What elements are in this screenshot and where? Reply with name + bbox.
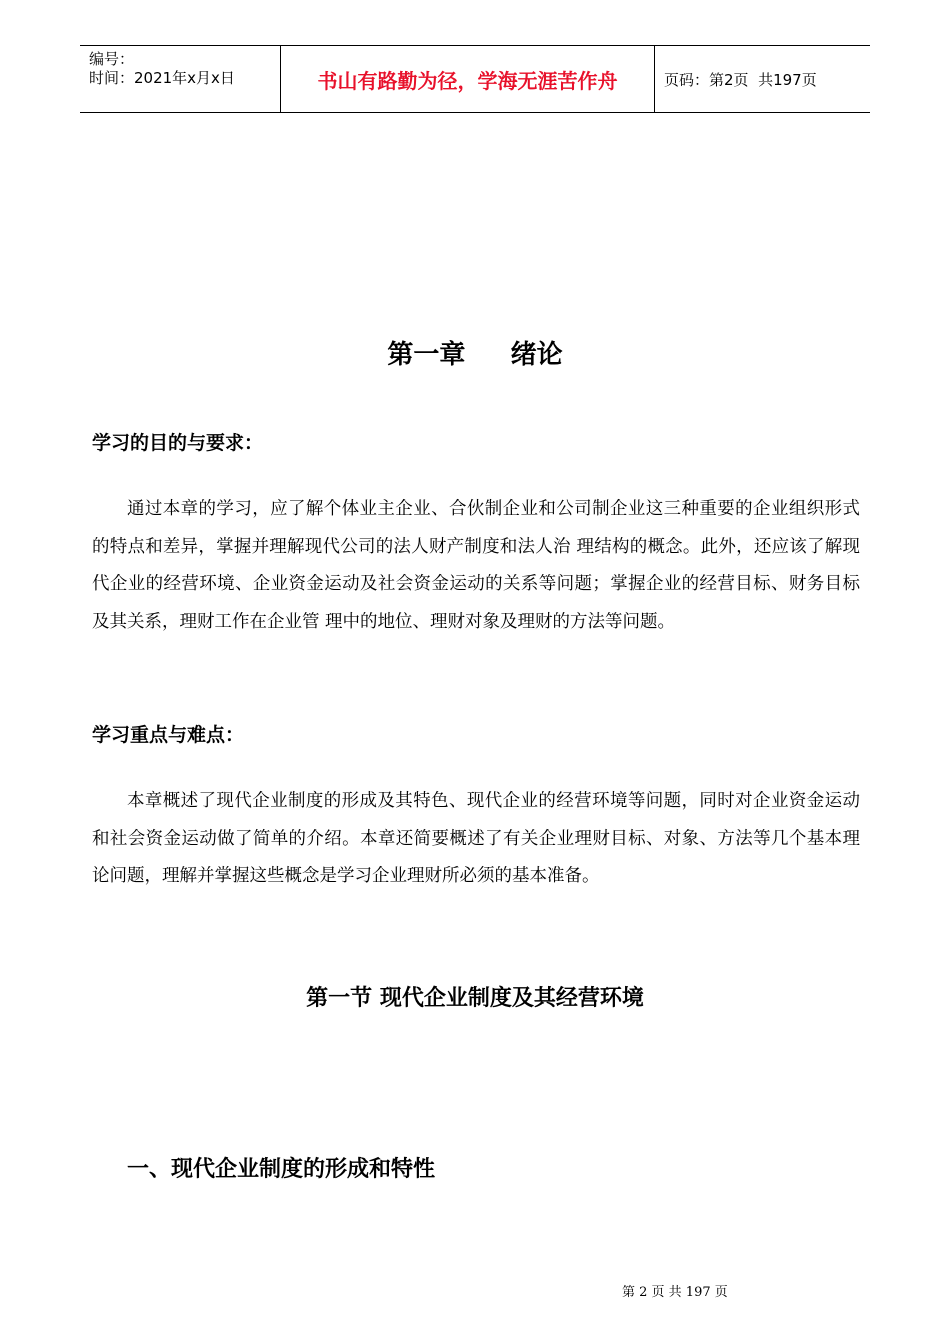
- page-header: [80, 45, 870, 113]
- document-number-label: 编号：: [89, 50, 135, 68]
- header-page-info: 页码：第2页 共197页: [664, 70, 817, 89]
- header-page-cell: [655, 46, 870, 112]
- page-footer: 第 2 页 共 197 页: [622, 1285, 728, 1300]
- header-meta-cell: [80, 46, 281, 112]
- header-motto-cell: [281, 46, 655, 112]
- key-points-heading: 学习重点与难点：: [92, 724, 245, 746]
- key-points-paragraph: 本章概述了现代企业制度的形成及其特色、现代企业的经营环境等问题，同时对企业资金运动和社会资金运动做了简单的介绍。本章还简要概述了有关企业理财目标、对象、方法等几个基本理论问题，理解并掌握这些概念是学习企业理财所必须的基本准备。: [92, 791, 860, 886]
- chapter-title: 第一章 绪论: [387, 340, 563, 370]
- study-goals-paragraph: 通过本章的学习，应了解个体业主企业、合伙制企业和公司制企业这三种重要的企业组织形式的特点和差异，掌握并理解现代公司的法人财产制度和法人治 理结构的概念。此外，还应该了解现代企业的经营环境、企业资金运动及社会资金运动的关系等问题；掌握企业的经营目标、财务目标及其关系，理财工作在企业管 理中的地位、理财对象及理财的方法等问题。: [92, 499, 860, 632]
- section-title: 第一节 现代企业制度及其经营环境: [306, 986, 644, 1011]
- study-goals-heading: 学习的目的与要求：: [92, 432, 264, 454]
- subsection-title: 一、现代企业制度的形成和特性: [127, 1157, 436, 1182]
- document-time-label: 时间：2021年x月x日: [89, 69, 235, 87]
- header-motto: 书山有路勤为径，学海无涯苦作舟: [317, 68, 618, 93]
